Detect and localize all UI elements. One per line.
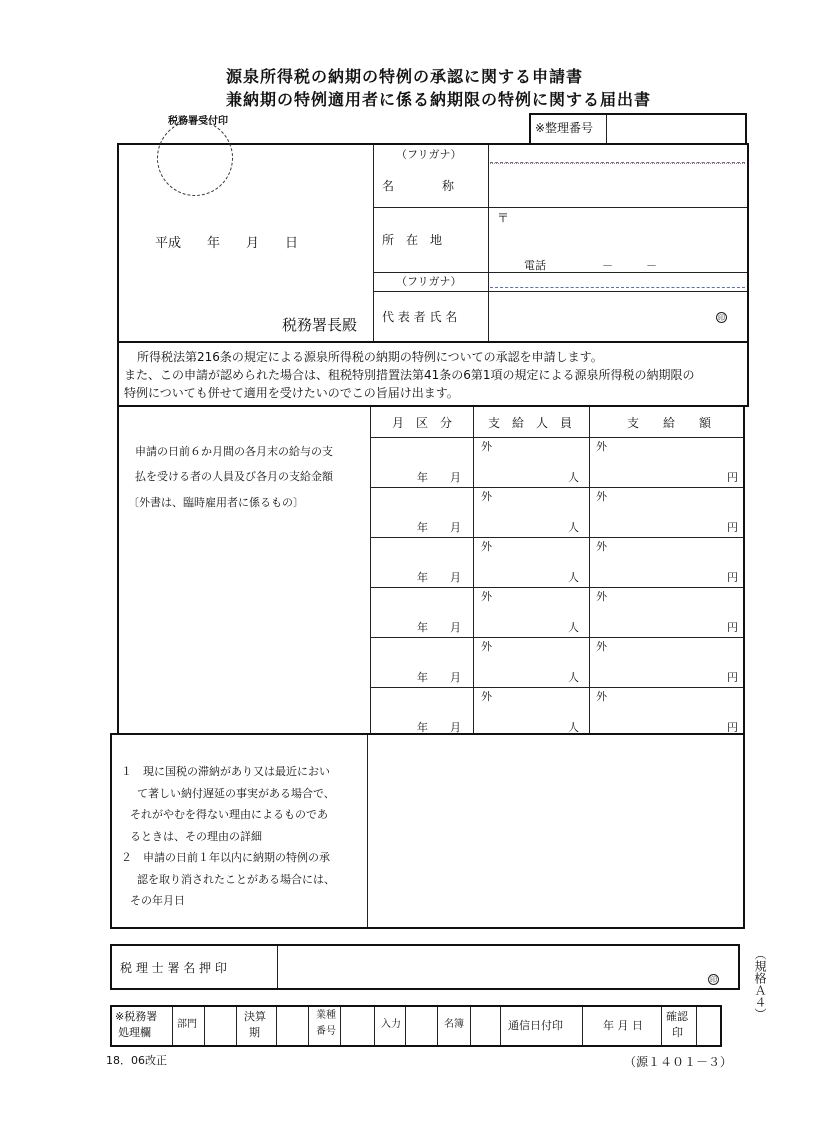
row-yen-unit: 円: [727, 721, 738, 734]
row-month-label: 年 月: [417, 571, 461, 584]
kakunin-label1: 確認: [666, 1010, 688, 1023]
row-amount-input[interactable]: [594, 605, 742, 621]
office-use-label1: ※税務署: [115, 1010, 158, 1023]
row-amount-outer-label: 外: [596, 640, 607, 653]
address-input[interactable]: [512, 210, 746, 250]
row-month-label: 年 月: [417, 671, 461, 684]
column-header-people: 支 給 人 員: [488, 416, 573, 430]
rep-furigana-input[interactable]: [492, 275, 746, 291]
application-text-line3: 特例についても併せて適用を受けたいのでこの旨届け出ます。: [124, 386, 459, 400]
reasons-input[interactable]: [372, 738, 744, 928]
seal-mark: 印: [718, 314, 725, 322]
kessan-label2: 期: [249, 1026, 260, 1039]
row-people-input[interactable]: [478, 455, 587, 471]
row-amount-outer-label: 外: [596, 690, 607, 703]
reason-line: ２ 申請の日前１年以内に納期の特例の承: [121, 851, 330, 864]
row-amount-outer-label: 外: [596, 540, 607, 553]
furigana-label-rep: （フリガナ）: [396, 275, 462, 288]
row-amount-input[interactable]: [594, 555, 742, 571]
application-text-line1: 所得税法第216条の規定による源泉所得税の納期の特例についての承認を申請します。: [137, 350, 603, 364]
row-people-unit: 人: [568, 571, 579, 584]
tax-office-label: 税務署長殿: [282, 316, 358, 334]
name-furigana-input[interactable]: [492, 147, 746, 163]
ymd-label: 年 月 日: [603, 1019, 643, 1032]
representative-label: 代 表 者 氏 名: [382, 310, 458, 324]
form-title-line2: 兼納期の特例適用者に係る納期限の特例に関する届出書: [226, 90, 652, 109]
row-amount-outer-label: 外: [596, 590, 607, 603]
row-amount-input[interactable]: [594, 455, 742, 471]
reception-stamp-label: 税務署受付印: [168, 116, 228, 127]
payroll-desc-line1: 申請の日前６か月間の各月末の給与の支: [135, 445, 333, 458]
row-people-outer-label: 外: [481, 490, 492, 503]
row-people-input[interactable]: [478, 505, 587, 521]
row-people-input[interactable]: [478, 705, 587, 721]
row-people-outer-label: 外: [481, 690, 492, 703]
reason-line: 認を取り消されたことがある場合には、: [137, 872, 335, 886]
row-amount-input[interactable]: [594, 505, 742, 521]
tax-accountant-label: 税 理 士 署 名 押 印: [120, 961, 227, 975]
row-year-input[interactable]: [378, 455, 418, 471]
column-header-month: 月 区 分: [392, 416, 453, 430]
row-people-outer-label: 外: [481, 640, 492, 653]
reason-line: それがやむを得ない理由によるものであ: [130, 808, 328, 821]
payroll-desc-line2: 払を受ける者の人員及び各月の支給金額: [135, 470, 333, 483]
kessan-label1: 決算: [244, 1010, 266, 1023]
address-label: 所 在 地: [382, 233, 443, 247]
reference-number-input[interactable]: [610, 117, 746, 143]
row-people-unit: 人: [568, 721, 579, 734]
row-yen-unit: 円: [727, 571, 738, 584]
row-people-input[interactable]: [478, 655, 587, 671]
gyoshu-label1: 業種: [316, 1010, 336, 1021]
tsushin-label: 通信日付印: [508, 1019, 563, 1032]
meibo-label: 名簿: [444, 1019, 464, 1030]
form-title-line1: 源泉所得税の納期の特例の承認に関する申請書: [226, 67, 584, 86]
gyoshu-label2: 番号: [316, 1026, 336, 1037]
row-amount-outer-label: 外: [596, 440, 607, 453]
row-month-label: 年 月: [417, 721, 461, 734]
row-people-outer-label: 外: [481, 590, 492, 603]
postal-mark: 〒: [497, 211, 510, 225]
application-date-label: 平成 年 月 日: [155, 236, 299, 251]
office-use-label2: 処理欄: [118, 1026, 151, 1039]
reference-number-label: ※整理番号: [535, 121, 594, 135]
application-text-line2: また、この申請が認められた場合は、租税特別措置法第41条の6第1項の規定による源泉所得税の納期限の: [124, 368, 695, 382]
kakunin-label2: 印: [672, 1026, 683, 1039]
row-yen-unit: 円: [727, 471, 738, 484]
reason-line: て著しい納付遅延の事実がある場合で、: [137, 786, 335, 800]
revision-label: 18．06改正: [106, 1054, 167, 1067]
row-people-input[interactable]: [478, 605, 587, 621]
row-people-outer-label: 外: [481, 440, 492, 453]
column-header-amount: 支 給 額: [627, 416, 712, 430]
furigana-label: （フリガナ）: [396, 148, 462, 161]
phone-label: 電話: [524, 259, 546, 272]
reason-line: その年月日: [130, 894, 185, 907]
tax-accountant-input[interactable]: [282, 948, 706, 988]
company-name-input[interactable]: [492, 168, 746, 206]
nyuryoku-label: 入力: [381, 1019, 401, 1030]
row-yen-unit: 円: [727, 621, 738, 634]
row-people-outer-label: 外: [481, 540, 492, 553]
row-month-label: 年 月: [417, 521, 461, 534]
row-amount-input[interactable]: [594, 705, 742, 721]
row-year-input[interactable]: [378, 605, 418, 621]
row-people-unit: 人: [568, 671, 579, 684]
row-year-input[interactable]: [378, 555, 418, 571]
company-name-label: 名 称: [382, 179, 455, 193]
row-month-label: 年 月: [417, 621, 461, 634]
reason-line: るときは、その理由の詳細: [130, 829, 262, 843]
row-people-unit: 人: [568, 621, 579, 634]
row-people-input[interactable]: [478, 555, 587, 571]
row-amount-outer-label: 外: [596, 490, 607, 503]
row-month-label: 年 月: [417, 471, 461, 484]
row-year-input[interactable]: [378, 655, 418, 671]
side-note: （規格Ａ４）: [753, 948, 767, 1020]
reason-line: １ 現に国税の滞納があり又は最近におい: [121, 765, 330, 778]
reception-stamp-circle: [157, 120, 233, 196]
row-year-input[interactable]: [378, 705, 418, 721]
row-people-unit: 人: [568, 521, 579, 534]
form-code: （源１４０１－３）: [624, 1055, 733, 1069]
phone-separator: － －: [602, 259, 657, 272]
bumon-label: 部門: [177, 1019, 197, 1030]
row-people-unit: 人: [568, 471, 579, 484]
row-yen-unit: 円: [727, 521, 738, 534]
representative-input[interactable]: [492, 296, 716, 338]
row-amount-input[interactable]: [594, 655, 742, 671]
payroll-desc-line3: 〔外書は、臨時雇用者に係るもの〕: [128, 496, 304, 509]
row-year-input[interactable]: [378, 505, 418, 521]
tax-accountant-seal: 印: [710, 976, 717, 984]
row-yen-unit: 円: [727, 671, 738, 684]
